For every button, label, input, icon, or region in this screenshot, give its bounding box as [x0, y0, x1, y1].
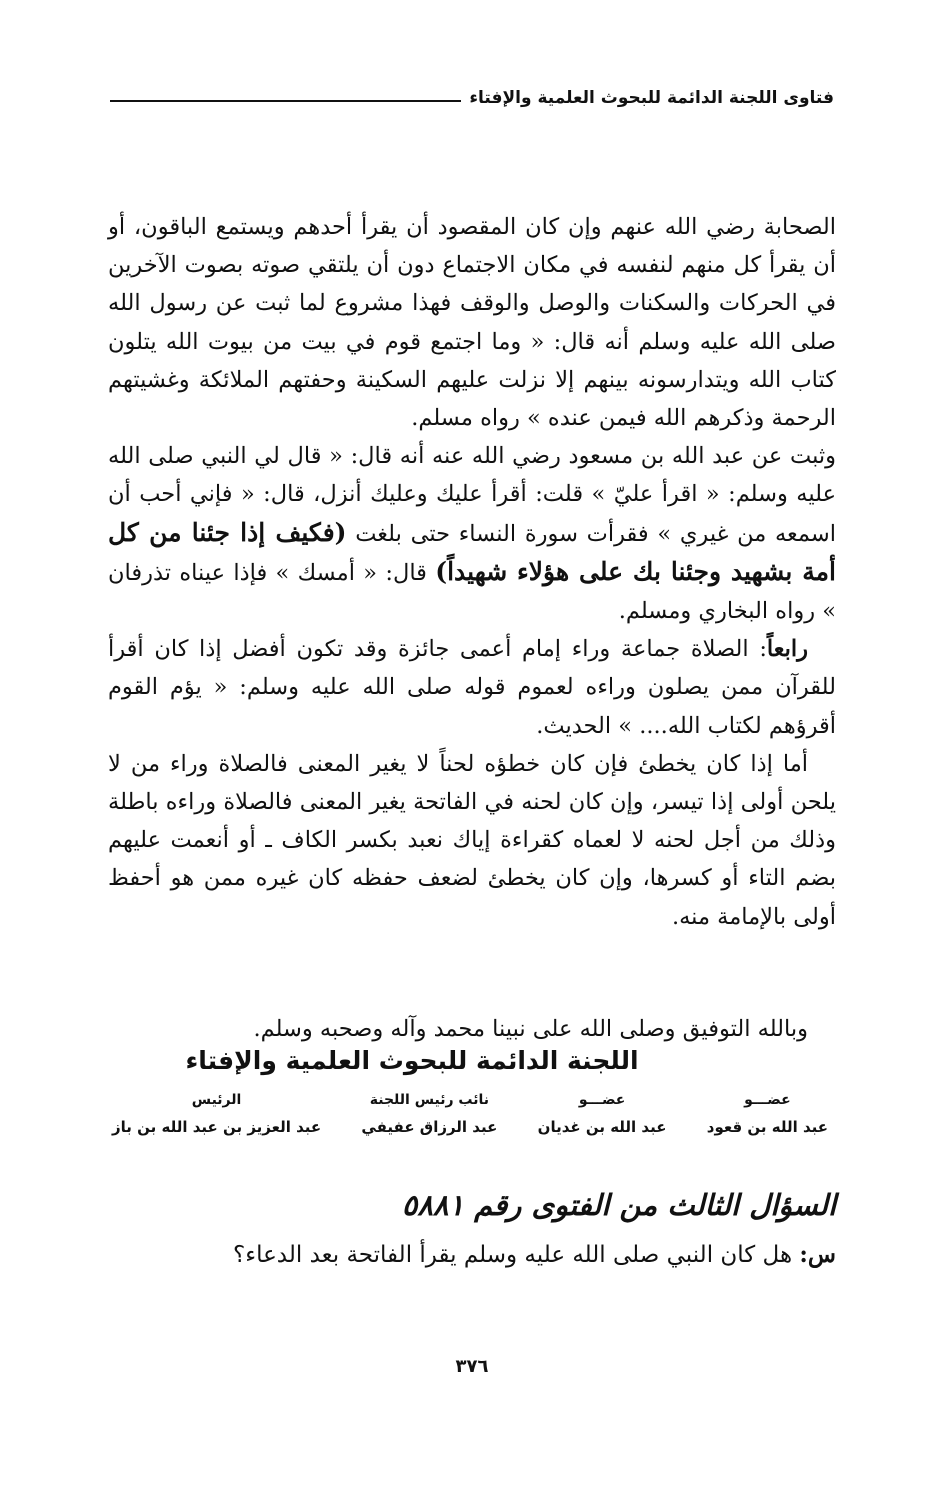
paragraph-1: الصحابة رضي الله عنهم وإن كان المقصود أن يقرأ أحدهم ويستمع الباقون، أو أن يقرأ كل منهم لنفسه في مكان الاجتماع دون أن يلتقي صوته بصوت الآخرين في الحركات والسكنات والوصل والوقف فهذا مشروع لما ثبت عن رسول الله صلى الله عليه وسلم أنه قال: « وما اجتمع قوم في بيت من بيوت الله يتلون كتاب الله ويتدارسونه بينهم إلا نزلت عليهم السكينة وحفتهم الملائكة وغشيتهم الرحمة وذكرهم الله فيمن عنده » رواه مسلم. [108, 214, 836, 432]
question-text: هل كان النبي صلى الله عليه وسلم يقرأ الفاتحة بعد الدعاء؟ [233, 1242, 793, 1268]
signature-3 [361, 1092, 497, 1136]
question-prefix: س: [799, 1241, 836, 1268]
point-four-label: رابعاً [766, 636, 808, 663]
signature-role: الرئيس [191, 1092, 242, 1108]
signature-4 [112, 1092, 321, 1136]
committee-name [108, 1046, 836, 1075]
signatures [112, 1092, 828, 1136]
signature-2 [538, 1092, 667, 1136]
signature-name: عبد الرزاق عفيفي [361, 1118, 498, 1136]
paragraph-3 [108, 630, 836, 745]
page-number: ٣٧٦ [455, 1356, 489, 1377]
paragraph-2-end: قال: « أمسك » فإذا عيناه تذرفان » رواه البخاري ومسلم. [108, 559, 836, 625]
header-title: فتاوى اللجنة الدائمة للبحوث العلمية والإفتاء [469, 88, 834, 108]
paragraph-2 [108, 437, 836, 630]
signature-name: عبد الله بن قعود [706, 1118, 828, 1136]
signature-name: عبد العزيز بن عبد الله بن باز [112, 1118, 322, 1136]
fatwa-body [108, 208, 836, 936]
question [108, 1236, 836, 1274]
paragraph-3-text: : الصلاة جماعة وراء إمام أعمى جائزة وقد تكون أفضل إذا كان أقرأ للقرآن ممن يصلون وراءه لعموم قوله صلى الله عليه وسلم: « يؤم القوم أقرؤهم لكتاب الله.... » الحديث. [108, 636, 836, 739]
closing-line: وبالله التوفيق وصلى الله على نبينا محمد وآله وصحبه وسلم. [253, 1016, 808, 1042]
paragraph-4: أما إذا كان يخطئ فإن كان خطؤه لحناً لا يغير المعنى فالصلاة وراء من لا يلحن أولى إذا تيسر، وإن كان لحنه في الفاتحة يغير المعنى فالصلاة وراءه باطلة وذلك من أجل لحنه لا لعماه كقراءة إياك نعبد بكسر الكاف ـ أو أنعمت عليهم بضم التاء أو كسرها، وإن كان يخطئ لضعف حفظه كان غيره ممن هو أحفظ أولى بالإمامة منه. [108, 750, 836, 930]
paragraph-2-text: وثبت عن عبد الله بن مسعود رضي الله عنه أنه قال: « قال لي النبي صلى الله عليه وسلم: « اقرأ عليّ » قلت: أقرأ عليك وعليك أنزل، قال: « فإني أحب أن اسمعه من غيري » فقرأت سورة النساء حتى بلغت [108, 443, 837, 547]
closing [108, 1010, 836, 1048]
signature-name: عبد الله بن غديان [537, 1118, 667, 1136]
signature-role: عضـــو [744, 1092, 791, 1108]
header-rule [110, 100, 461, 102]
signature-role: عضـــو [578, 1092, 626, 1108]
committee-title: اللجنة الدائمة للبحوث العلمية والإفتاء [185, 1046, 639, 1075]
running-header [110, 88, 834, 108]
question-heading: السؤال الثالث من الفتوى رقم ٥٨٨١ [401, 1188, 836, 1222]
quran-verse: (فكيف إذا جئنا من كل أمة بشهيد وجئنا بك على هؤلاء شهيداً) [108, 517, 836, 586]
signature-role: نائب رئيس اللجنة [369, 1092, 489, 1108]
signature-1 [707, 1092, 828, 1136]
